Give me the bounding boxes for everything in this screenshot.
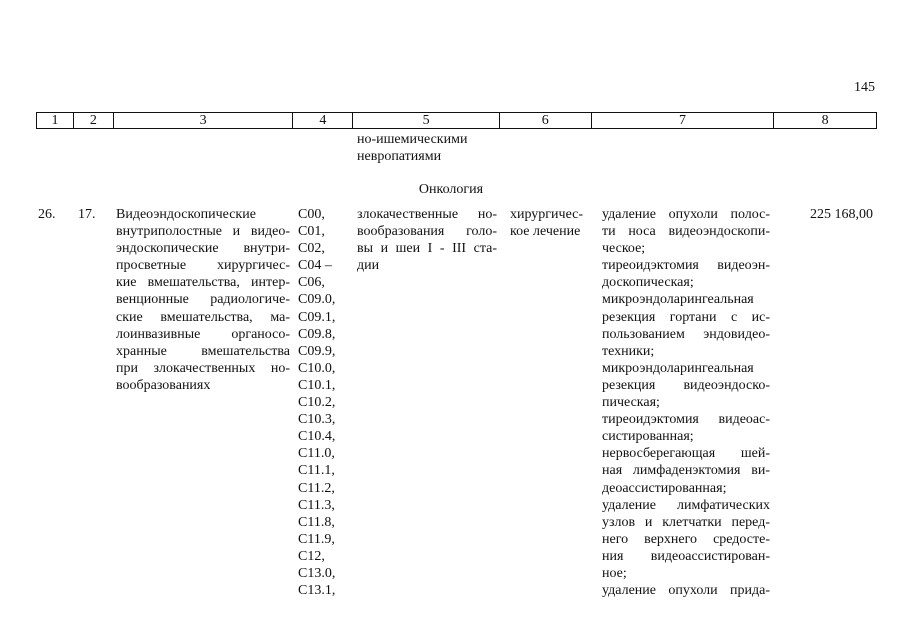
continued-text [357,131,467,165]
text-line: микроэндоларингеальная [602,292,754,308]
icd-code: C01, [298,224,325,240]
text-line: ное; [602,565,627,581]
text-line: удаление опухоли прида- [602,583,770,599]
text-line: микроэндоларингеальная [602,360,754,376]
text-line: венционные радиологиче- [116,292,290,308]
header-col-2: 2 [74,113,114,128]
header-col-1: 1 [37,113,74,128]
text-line: доскопическая; [602,275,694,291]
text-line: нервосберегающая шей- [602,446,770,462]
table-header-row [36,112,877,129]
text-line: вы и шеи I - III ста- [357,241,497,257]
text-line: кое лечение [510,224,581,240]
icd-code: C11.8, [298,514,335,530]
icd-codes [298,206,335,599]
header-col-5: 5 [353,113,500,128]
text-line: резекция видеоэндоско- [602,377,770,393]
header-col-4: 4 [293,113,353,128]
text-line: вообразованиях [116,377,211,393]
header-col-3: 3 [114,113,294,128]
text-line: вообразования голо- [357,224,497,240]
icd-code: C11.3, [298,497,335,513]
text-line: при злокачественных но- [116,360,290,376]
treatment-type-text [510,206,583,240]
continued-line: невропатиями [357,149,442,164]
text-line: удаление лимфатических [602,497,770,513]
icd-code: C10.1, [298,377,336,393]
icd-code: C12, [298,548,325,564]
text-line: просветные хирургичес- [116,258,290,274]
text-line: дии [357,258,380,274]
cost-value: 225 168,00 [810,207,873,222]
text-line: деоассистированная; [602,480,727,496]
text-line: внутриполостные и видео- [116,224,290,240]
text-line: узлов и клетчатки перед- [602,514,770,530]
text-line: эндоскопические внутри- [116,241,290,257]
icd-code: C10.4, [298,429,336,445]
text-line: хирургичес- [510,207,584,222]
icd-code: C04 – [298,258,332,274]
icd-code: C10.2, [298,395,336,411]
icd-code: C09.0, [298,292,336,308]
header-col-7: 7 [592,113,775,128]
method-group-text [116,206,290,394]
text-line: кие вмешательства, интер- [116,275,290,291]
icd-code: C10.3, [298,412,336,428]
text-line: пользованием эндовидео- [602,326,770,342]
section-title: Онкология [418,182,484,197]
header-col-8: 8 [821,113,829,128]
icd-code: C10.0, [298,360,336,376]
text-line: ские вмешательства, ма- [116,309,290,325]
text-line: ния видеоассистирован- [602,548,770,564]
continued-line: но-ишемическими [357,132,468,147]
icd-code: C13.1, [298,583,336,599]
icd-code: C13.0, [298,565,336,581]
icd-code: C02, [298,241,325,257]
text-line: тиреоидэктомия видеоэн- [602,258,770,274]
treatment-method-text [602,206,770,599]
text-line: него верхнего средосте- [602,531,770,547]
text-line: пическая; [602,395,660,411]
icd-code: C09.9, [298,343,336,359]
text-line: ческое; [602,241,646,257]
icd-code: C09.1, [298,309,336,325]
text-line: резекция гортани с ис- [602,309,770,325]
icd-code: C00, [298,207,325,222]
icd-code: C11.9, [298,531,335,547]
text-line: удаление опухоли полос- [602,207,770,222]
page-number: 145 [854,80,875,95]
text-line: техники; [602,343,655,359]
row-subnumber: 17. [78,207,96,222]
icd-code: C11.2, [298,480,335,496]
icd-code: C11.0, [298,446,335,462]
icd-code: C06, [298,275,325,291]
text-line: злокачественные но- [357,207,497,222]
patient-model-text [357,206,497,274]
header-col-6: 6 [500,113,592,128]
row-number: 26. [38,207,56,222]
text-line: ная лимфаденэктомия ви- [602,463,770,479]
icd-code: C11.1, [298,463,335,479]
text-line: тиреоидэктомия видеоас- [602,412,770,428]
text-line: Видеоэндоскопические [116,207,256,222]
text-line: ти носа видеоэндоскопи- [602,224,770,240]
text-line: хранные вмешательства [116,343,290,359]
text-line: систированная; [602,429,694,445]
icd-code: C09.8, [298,326,336,342]
text-line: лоинвазивные органосо- [116,326,290,342]
